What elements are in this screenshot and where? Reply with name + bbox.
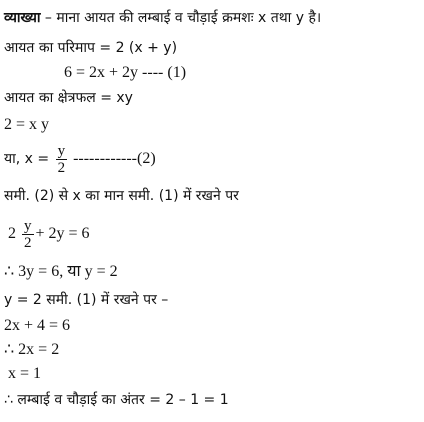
substituted-fraction — [22, 218, 34, 251]
y-substitution-line: y = 2 समी. (1) में रखने पर – — [4, 292, 169, 308]
fraction-denominator: 2 — [57, 160, 66, 176]
equation-2x-plus-4: 2x + 4 = 6 — [4, 317, 71, 334]
perimeter-line: आयत का परिमाप = 2 (x + y) — [4, 40, 178, 56]
substitution-line: समी. (2) से x का मान समी. (1) में रखने पर — [4, 188, 239, 204]
fraction-numerator: y — [57, 143, 66, 159]
final-answer-line: ∴ लम्बाई व चौड़ाई का अंतर = 2 – 1 = 1 — [4, 392, 229, 408]
area-equation: 2 = x y — [4, 116, 50, 133]
area-line: आयत का क्षेत्रफल = xy — [4, 90, 133, 106]
substituted-numerator: y — [24, 218, 32, 234]
ya-prefix: या, x = — [4, 151, 54, 168]
substituted-tail: + 2y = 6 — [35, 225, 90, 243]
equation-2-suffix: ------------(2) — [69, 150, 156, 168]
result-y-line: ∴ 3y = 6, या y = 2 — [4, 263, 118, 280]
equation-2 — [4, 143, 156, 176]
fraction-y-over-2 — [56, 143, 68, 176]
equation-1: 6 = 2x + 2y ---- (1) — [64, 64, 187, 81]
intro-line — [4, 8, 321, 28]
substituted-lead: 2 — [8, 225, 20, 243]
solution-heading: व्याख्या — [4, 10, 41, 26]
equation-2x-equals-2: ∴ 2x = 2 — [4, 341, 60, 358]
intro-text: – माना आयत की लम्बाई व चौड़ाई क्रमशः x तथा y है। — [40, 10, 322, 26]
substituted-denominator: 2 — [24, 235, 32, 251]
equation-x-equals-1: x = 1 — [8, 365, 42, 382]
substituted-equation — [8, 218, 90, 251]
